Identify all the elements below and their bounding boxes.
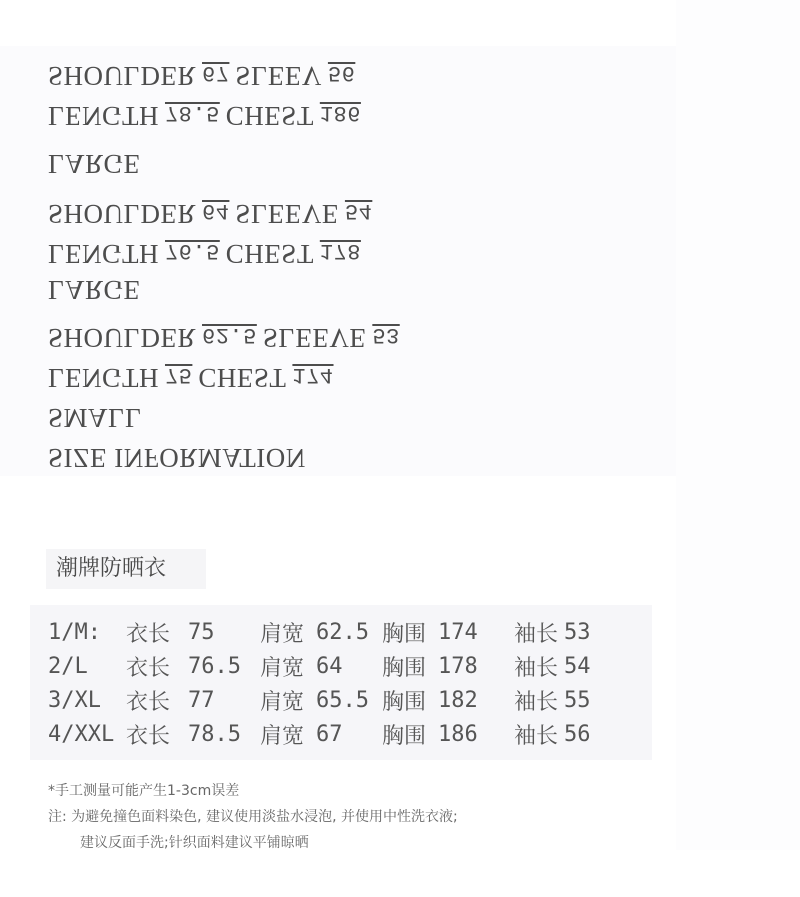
chest-label: 胸围 (382, 621, 427, 647)
mirrored-value: 76.5 (164, 238, 220, 263)
note-wash-2: 建议反面手洗;针织面料建议平铺晾晒 (80, 835, 309, 851)
mirrored-value: 53 (372, 322, 400, 347)
mirrored-measure-line (48, 60, 361, 91)
shoulder-label: 肩宽 (260, 621, 305, 647)
mirrored-label: CHEST (225, 101, 314, 131)
table-row (48, 649, 604, 683)
length-label: 衣长 (126, 621, 171, 647)
sleeve-value: 55 (564, 687, 591, 713)
mirrored-value: 62.5 (202, 322, 257, 347)
note-measure-error: *手工测量可能产生1-3cm误差 (48, 783, 240, 799)
mirrored-heading: SIZE INFORMATION (48, 443, 306, 473)
mirrored-label: LENGTH (48, 101, 159, 131)
table-row (48, 615, 604, 649)
mirrored-label: LENGTH (48, 363, 159, 393)
mirrored-value: 64 (202, 198, 230, 223)
mirrored-label: SLEEVE (235, 199, 339, 229)
mirrored-value: 174 (292, 362, 334, 387)
care-notes (48, 778, 458, 856)
length-label: 衣长 (126, 723, 171, 749)
mirrored-label: SHOULDER (48, 323, 197, 353)
mirrored-measure-line (48, 100, 367, 131)
length-value: 75 (188, 619, 215, 645)
mirrored-label: SHOULDER (48, 61, 197, 91)
chest-label: 胸围 (382, 723, 427, 749)
mirrored-value: 54 (344, 198, 373, 223)
table-row (48, 717, 604, 751)
length-value: 78.5 (188, 721, 241, 747)
chest-label: 胸围 (382, 655, 427, 681)
length-value: 77 (188, 687, 215, 713)
mirrored-heading: LARGE (48, 275, 141, 305)
chest-label: 胸围 (382, 689, 427, 715)
length-value: 76.5 (188, 653, 241, 679)
chest-value: 186 (438, 721, 478, 747)
mirrored-label: CHEST (198, 363, 287, 393)
sleeve-value: 54 (564, 653, 591, 679)
size-label: 2/L (48, 653, 88, 679)
mirrored-value: 178 (319, 238, 361, 263)
mirrored-value: 186 (319, 100, 361, 125)
sleeve-value: 53 (564, 619, 591, 645)
chest-value: 182 (438, 687, 478, 713)
shoulder-value: 62.5 (316, 619, 369, 645)
background-strip (676, 0, 800, 850)
mirrored-label: CHEST (225, 239, 314, 269)
mirrored-value: 67 (202, 60, 230, 85)
shoulder-value: 64 (316, 653, 343, 679)
mirrored-measure-line (48, 322, 406, 353)
note-wash-1: 注: 为避免撞色面料染色, 建议使用淡盐水浸泡, 并使用中性洗衣液; (48, 809, 458, 825)
mirrored-label: SLEEV (235, 61, 322, 91)
sleeve-value: 56 (564, 721, 591, 747)
mirrored-value: 75 (164, 362, 193, 387)
table-row (48, 683, 604, 717)
length-label: 衣长 (126, 689, 171, 715)
mirrored-measure-line (48, 198, 378, 229)
mirrored-heading: LARGE (48, 149, 141, 179)
shoulder-value: 65.5 (316, 687, 369, 713)
mirrored-label: SHOULDER (48, 199, 197, 229)
sleeve-label: 袖长 (514, 723, 559, 749)
mirrored-value: 56 (327, 60, 356, 85)
chest-value: 178 (438, 653, 478, 679)
shoulder-label: 肩宽 (260, 689, 305, 715)
sleeve-label: 袖长 (514, 621, 559, 647)
mirrored-label: SLEEVE (262, 323, 367, 353)
mirrored-label: LENGTH (48, 239, 159, 269)
sleeve-label: 袖长 (514, 689, 559, 715)
mirrored-measure-line (48, 238, 367, 269)
mirrored-heading: SMALL (48, 403, 143, 433)
mirrored-value: 78.5 (164, 100, 220, 125)
size-label: 1/M: (48, 619, 101, 645)
mirrored-measure-line (48, 362, 340, 393)
sleeve-label: 袖长 (514, 655, 559, 681)
chest-value: 174 (438, 619, 478, 645)
shoulder-label: 肩宽 (260, 723, 305, 749)
shoulder-value: 67 (316, 721, 343, 747)
length-label: 衣长 (126, 655, 171, 681)
size-label: 3/XL (48, 687, 101, 713)
product-title: 潮牌防晒衣 (46, 549, 206, 589)
size-label: 4/XXL (48, 721, 115, 747)
size-table (48, 615, 604, 751)
shoulder-label: 肩宽 (260, 655, 305, 681)
